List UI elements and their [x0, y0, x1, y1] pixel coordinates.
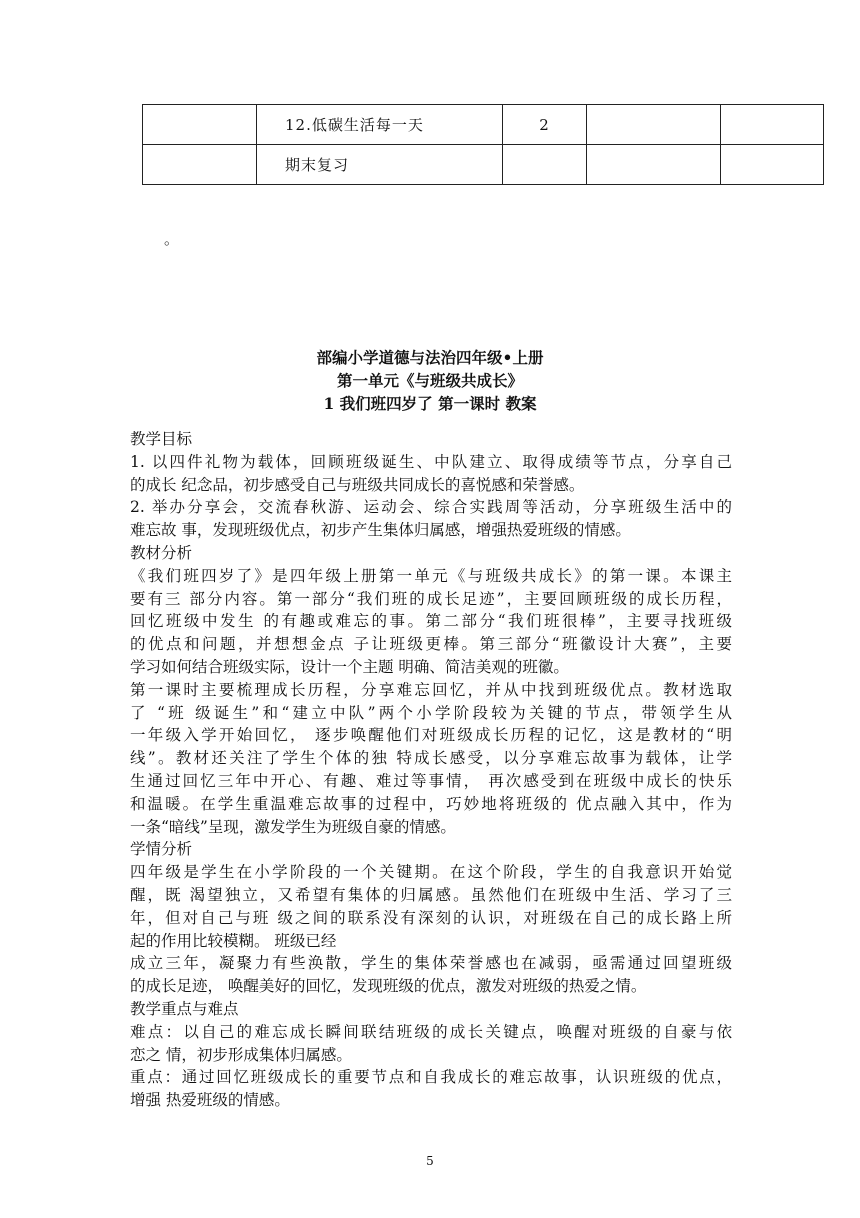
paragraph-line: 的成长足迹， 唤醒美好的回忆，发现班级的优点，激发对班级的热爱之情。 [130, 977, 647, 996]
table-cell [587, 105, 721, 145]
paragraph-line: 的成长 纪念品，初步感受自己与班级共同成长的喜悦感和荣誉感。 [130, 475, 585, 494]
paragraph-line: 恋之 情，初步形成集体归属感。 [130, 1045, 352, 1064]
paragraph-line: 2. 举办分享会，交流春秋游、运动会、综合实践周等活动，分享班级生活中的 [130, 498, 732, 517]
paragraph-line: 年，但对自己与班 级之间的联系没有深刻的认识，对班级在自己的成长路上所 [130, 908, 732, 927]
paragraph-line: 要有三 部分内容。第一部分“我们班的成长足迹”，主要回顾班级的成长历程， [130, 589, 732, 608]
paragraph-line: 四年级是学生在小学阶段的一个关键期。在这个阶段，学生的自我意识开始觉 [130, 863, 732, 882]
paragraph-line: 学习如何结合班级实际，设计一个主题 明确、简洁美观的班徽。 [130, 657, 569, 676]
hours-cell: 2 [503, 105, 587, 145]
paragraph-line: 难忘故 事，发现班级优点，初步产生集体归属感，增强热爱班级的情感。 [130, 521, 631, 540]
paragraph-line: 难点：以自己的难忘成长瞬间联结班级的成长关键点，唤醒对班级的自豪与依 [130, 1022, 732, 1041]
document-title-block [130, 346, 730, 415]
stray-mark: 。 [164, 230, 180, 248]
paragraph-line: 《我们班四岁了》是四年级上册第一单元《与班级共成长》的第一课。本课主 [130, 566, 732, 585]
paragraph-line: 增强 热爱班级的情感。 [130, 1091, 290, 1110]
table-cell [721, 145, 824, 185]
paragraph-line: 醒，既 渴望独立，又希望有集体的归属感。虽然他们在班级中生活、学习了三 [130, 885, 732, 904]
paragraph-line: 1. 以四件礼物为载体，回顾班级诞生、中队建立、取得成绩等节点，分享自己 [130, 452, 732, 471]
paragraph-line: 起的作用比较模糊。 班级已经 [130, 931, 337, 950]
section-heading: 教学重点与难点 [130, 999, 239, 1018]
paragraph-line: 的优点和问题，并想想金点 子让班级更棒。第三部分“班徽设计大赛”，主要 [130, 635, 732, 654]
section-heading: 教材分析 [130, 543, 193, 562]
page-number: 5 [426, 1154, 434, 1168]
table-cell [721, 105, 824, 145]
lesson-cell: 12.低碳生活每一天 [257, 105, 503, 145]
paragraph-line: 一条“暗线”呈现，激发学生为班级自豪的情感。 [130, 817, 456, 836]
unit-title: 第一单元《与班级共成长》 [336, 371, 523, 390]
table-cell [143, 145, 257, 185]
paragraph-line: 第一课时主要梳理成长历程，分享难忘回忆，并从中找到班级优点。教材选取 [130, 680, 732, 699]
paragraph-line: 一年级入学开始回忆， 逐步唤醒他们对班级成长历程的记忆，这是教材的“明 [130, 726, 732, 745]
paragraph-line: 重点：通过回忆班级成长的重要节点和自我成长的难忘故事，认识班级的优点， [130, 1068, 732, 1087]
lesson-cell: 期末复习 [257, 145, 503, 185]
section-heading: 学情分析 [130, 840, 193, 859]
paragraph-line: 回忆班级中发生 的有趣或难忘的事。第二部分“我们班很棒”，主要寻找班级 [130, 612, 732, 631]
paragraph-line: 了 “班 级诞生”和“建立中队”两个小学阶段较为关键的节点，带领学生从 [130, 703, 732, 722]
paragraph-line: 线”。教材还关注了学生个体的独 特成长感受，以分享难忘故事为载体，让学 [130, 749, 732, 768]
lesson-plan-body [130, 428, 732, 1112]
paragraph-line: 和温暖。在学生重温难忘故事的过程中，巧妙地将班级的 优点融入其中，作为 [130, 794, 732, 813]
paragraph-line: 成立三年，凝聚力有些涣散，学生的集体荣誉感也在减弱，亟需通过回望班级 [130, 954, 732, 973]
section-heading: 教学目标 [130, 430, 193, 448]
hours-cell [503, 145, 587, 185]
table-cell [587, 145, 721, 185]
table-row [143, 105, 824, 145]
table-row [143, 145, 824, 185]
schedule-table [142, 104, 824, 185]
table-cell [143, 105, 257, 145]
lesson-title: 1 我们班四岁了 第一课时 教案 [323, 394, 537, 413]
book-title: 部编小学道德与法治四年级•上册 [316, 348, 544, 367]
paragraph-line: 生通过回忆三年中开心、有趣、难过等事情， 再次感受到在班级中成长的快乐 [130, 771, 732, 790]
